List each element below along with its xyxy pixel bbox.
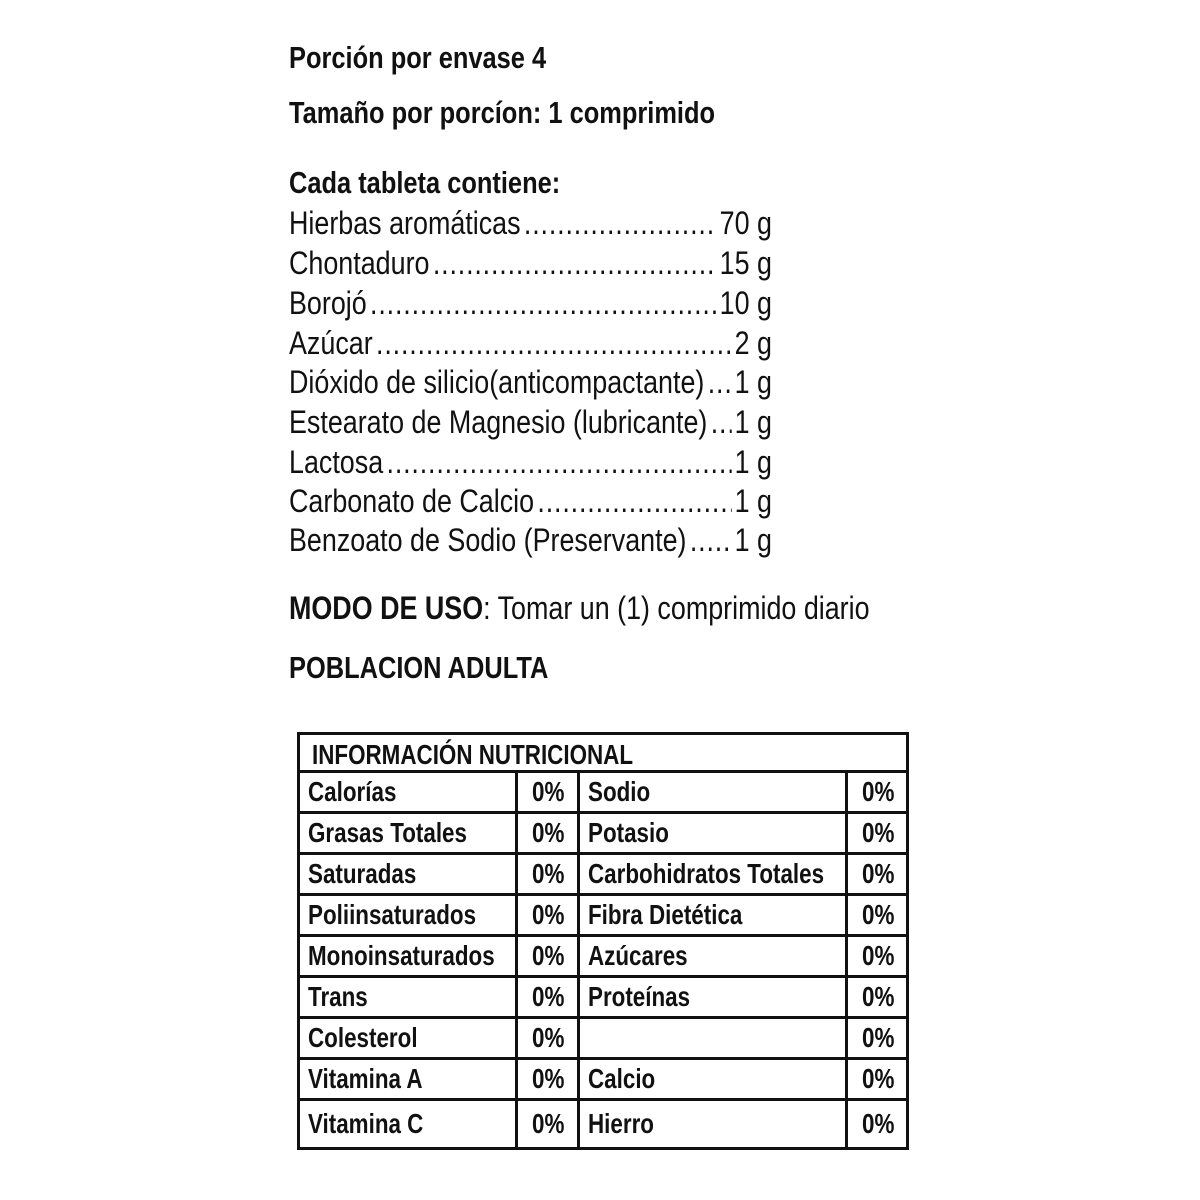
nutrient-label: Trans	[308, 981, 368, 1012]
leader-dots	[711, 404, 732, 441]
nutrition-row	[300, 855, 906, 896]
nutrient-percent: 0%	[532, 1108, 565, 1139]
nutrient-label: Azúcares	[588, 940, 688, 971]
ingredient-amount: 1 g	[734, 444, 772, 480]
nutrient-percent: 0%	[532, 899, 565, 930]
nutrient-percent: 0%	[532, 981, 565, 1012]
nutrition-cell	[848, 896, 906, 934]
nutrition-cell	[518, 896, 580, 934]
nutrition-cell	[580, 978, 848, 1016]
leader-dots	[387, 444, 732, 481]
nutrient-label: Poliinsaturados	[308, 899, 477, 930]
ingredient-name: Dióxido de silicio(anticompactante)	[289, 364, 705, 400]
nutrient-percent: 0%	[862, 817, 895, 848]
ingredient-row	[289, 285, 772, 325]
ingredient-name: Lactosa	[289, 444, 384, 480]
leader-dots	[376, 325, 731, 362]
nutrition-cell	[518, 1060, 580, 1098]
nutrition-cell	[848, 773, 906, 811]
ingredient-amount: 15 g	[719, 245, 772, 281]
nutrient-label: Calcio	[588, 1063, 656, 1094]
nutrient-label: Saturadas	[308, 858, 417, 889]
contents-heading: Cada tableta contiene:	[289, 165, 561, 200]
ingredient-amount: 70 g	[719, 205, 772, 241]
ingredient-name: Carbonato de Calcio	[289, 483, 535, 519]
nutrition-row	[300, 978, 906, 1019]
ingredient-row	[289, 245, 772, 285]
ingredient-name: Estearato de Magnesio (lubricante)	[289, 404, 708, 440]
nutrition-row	[300, 896, 906, 937]
nutrition-cell	[518, 1101, 580, 1147]
nutrition-cell	[300, 1019, 518, 1057]
nutrition-title	[300, 735, 906, 773]
ingredient-row	[289, 325, 772, 365]
nutrition-cell	[580, 896, 848, 934]
nutrition-cell	[580, 773, 848, 811]
nutrition-cell	[848, 855, 906, 893]
nutrition-row	[300, 1101, 906, 1147]
nutrient-percent: 0%	[532, 940, 565, 971]
ingredient-row	[289, 364, 772, 404]
nutrient-label: Colesterol	[308, 1022, 418, 1053]
nutrition-row	[300, 773, 906, 814]
nutrition-cell	[518, 1019, 580, 1057]
nutrient-label: Vitamina A	[308, 1063, 423, 1094]
nutrition-title-text: INFORMACIÓN NUTRICIONAL	[312, 739, 634, 770]
leader-dots	[433, 245, 716, 282]
ingredient-name: Azúcar	[289, 325, 373, 361]
leader-dots	[537, 483, 731, 520]
nutrient-label: Calorías	[308, 776, 397, 807]
ingredient-amount: 1 g	[734, 404, 772, 440]
nutrition-cell	[580, 1019, 848, 1057]
serving-size: Tamaño por porcíon: 1 comprimido	[289, 95, 716, 130]
nutrition-cell	[848, 1060, 906, 1098]
ingredient-row	[289, 444, 772, 484]
nutrition-cell	[848, 1019, 906, 1057]
nutrition-row	[300, 937, 906, 978]
ingredient-amount: 2 g	[734, 325, 772, 361]
ingredient-name: Benzoato de Sodio (Preservante)	[289, 522, 687, 558]
nutrient-label: Carbohidratos Totales	[588, 858, 825, 889]
nutrition-cell	[848, 814, 906, 852]
ingredient-amount: 1 g	[734, 364, 772, 400]
nutrient-percent: 0%	[862, 899, 895, 930]
nutrition-cell	[300, 814, 518, 852]
nutrient-label: Fibra Dietética	[588, 899, 743, 930]
nutrient-percent: 0%	[532, 1022, 565, 1053]
ingredient-row	[289, 205, 772, 245]
nutrition-cell	[580, 1060, 848, 1098]
nutrition-cell	[848, 937, 906, 975]
nutrient-percent: 0%	[862, 1108, 895, 1139]
nutrition-cell	[580, 855, 848, 893]
nutrient-label: Sodio	[588, 776, 651, 807]
nutrient-label: Potasio	[588, 817, 669, 848]
nutrient-percent: 0%	[862, 940, 895, 971]
nutrition-cell	[300, 978, 518, 1016]
nutrient-percent: 0%	[532, 817, 565, 848]
nutrition-cell	[518, 978, 580, 1016]
nutrient-percent: 0%	[862, 981, 895, 1012]
ingredient-name: Chontaduro	[289, 245, 430, 281]
nutrition-cell	[300, 1060, 518, 1098]
nutrition-cell	[580, 814, 848, 852]
ingredient-row	[289, 404, 772, 444]
ingredient-amount: 10 g	[719, 285, 772, 321]
ingredient-name: Hierbas aromáticas	[289, 205, 521, 241]
nutrient-label: Grasas Totales	[308, 817, 467, 848]
nutrient-percent: 0%	[862, 776, 895, 807]
nutrition-cell	[300, 855, 518, 893]
nutrition-cell	[848, 1101, 906, 1147]
nutrient-percent: 0%	[862, 1022, 895, 1053]
nutrient-label: Monoinsaturados	[308, 940, 495, 971]
nutrition-row	[300, 1019, 906, 1060]
nutrition-cell	[300, 896, 518, 934]
target-population: POBLACION ADULTA	[289, 650, 549, 685]
nutrition-grid	[300, 773, 906, 1147]
nutrition-row	[300, 1060, 906, 1101]
nutrient-label: Proteínas	[588, 981, 691, 1012]
ingredient-amount: 1 g	[734, 522, 772, 558]
nutrition-cell	[300, 773, 518, 811]
nutrition-cell	[580, 1101, 848, 1147]
nutrient-percent: 0%	[862, 1063, 895, 1094]
ingredient-amount: 1 g	[734, 483, 772, 519]
usage-text: : Tomar un (1) comprimido diario	[483, 590, 870, 626]
ingredient-row	[289, 522, 772, 562]
leader-dots	[690, 522, 731, 559]
nutrient-percent: 0%	[532, 858, 565, 889]
nutrient-percent: 0%	[532, 1063, 565, 1094]
nutrition-cell	[300, 1101, 518, 1147]
leader-dots	[370, 285, 716, 322]
nutrition-cell	[518, 937, 580, 975]
usage-instructions	[289, 590, 870, 627]
nutrition-row	[300, 814, 906, 855]
ingredient-name: Borojó	[289, 285, 367, 321]
ingredient-row	[289, 483, 772, 523]
serving-count: Porción por envase 4	[289, 40, 547, 75]
leader-dots	[708, 364, 732, 401]
nutrition-cell	[580, 937, 848, 975]
nutrient-percent: 0%	[532, 776, 565, 807]
nutrition-cell	[518, 773, 580, 811]
nutrient-percent: 0%	[862, 858, 895, 889]
leader-dots	[524, 205, 716, 242]
nutrition-cell	[848, 978, 906, 1016]
nutrition-cell	[518, 814, 580, 852]
usage-label: MODO DE USO	[289, 590, 484, 626]
nutrition-cell	[300, 937, 518, 975]
nutrient-label: Vitamina C	[308, 1108, 424, 1139]
nutrient-label: Hierro	[588, 1108, 654, 1139]
nutrition-table	[297, 732, 909, 1150]
nutrition-cell	[518, 855, 580, 893]
